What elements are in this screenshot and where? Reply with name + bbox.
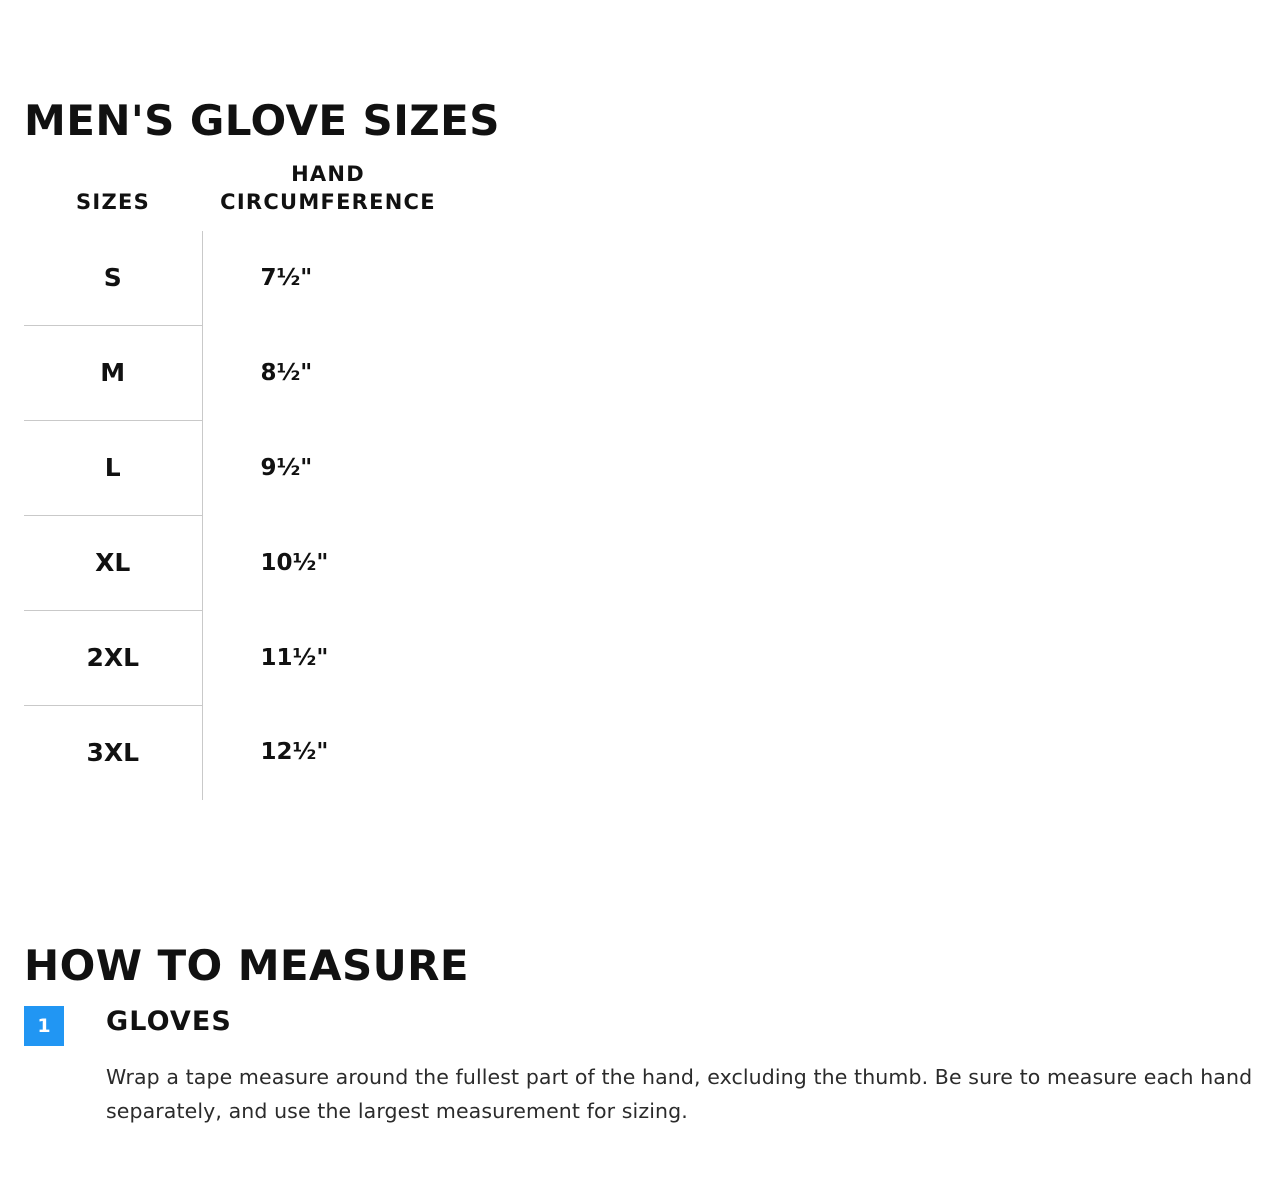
size-chart-table [24,160,454,800]
page-title: MEN'S GLOVE SIZES [24,96,500,146]
table-header-row [24,160,454,231]
column-header-line2: CIRCUMFERENCE [220,190,436,215]
table-row [24,705,454,800]
how-to-measure-title: HOW TO MEASURE [24,940,470,990]
measure-step-body [106,1002,1254,1129]
step-number-badge: 1 [24,1006,64,1046]
cell-circumference: 7½" [260,264,313,291]
cell-size: S [24,231,202,326]
cell-circumference: 11½" [260,644,329,671]
cell-size: 2XL [24,610,202,705]
how-to-measure-section [24,1002,1254,1129]
cell-circumference: 10½" [260,549,329,576]
cell-size: XL [24,515,202,610]
table-row [24,420,454,515]
column-header-hand-circumference [202,160,454,231]
table-row [24,515,454,610]
measure-step-description: Wrap a tape measure around the fullest part of the hand, excluding the thumb. Be sure to measure each hand separately, and use the largest measurement for sizing. [106,1065,1253,1123]
table-row [24,231,454,326]
cell-size: 3XL [24,705,202,800]
column-header-line1: HAND [291,162,365,186]
cell-size: M [24,325,202,420]
measure-step [24,1002,1254,1129]
table-row [24,610,454,705]
column-header-sizes: SIZES [76,190,150,215]
cell-circumference: 12½" [260,739,329,766]
cell-circumference: 8½" [260,359,313,386]
cell-size: L [24,420,202,515]
table-row [24,325,454,420]
size-chart-header [24,160,454,231]
measure-step-heading: GLOVES [106,1006,232,1037]
cell-circumference: 9½" [260,454,313,481]
size-chart-body [24,231,454,800]
